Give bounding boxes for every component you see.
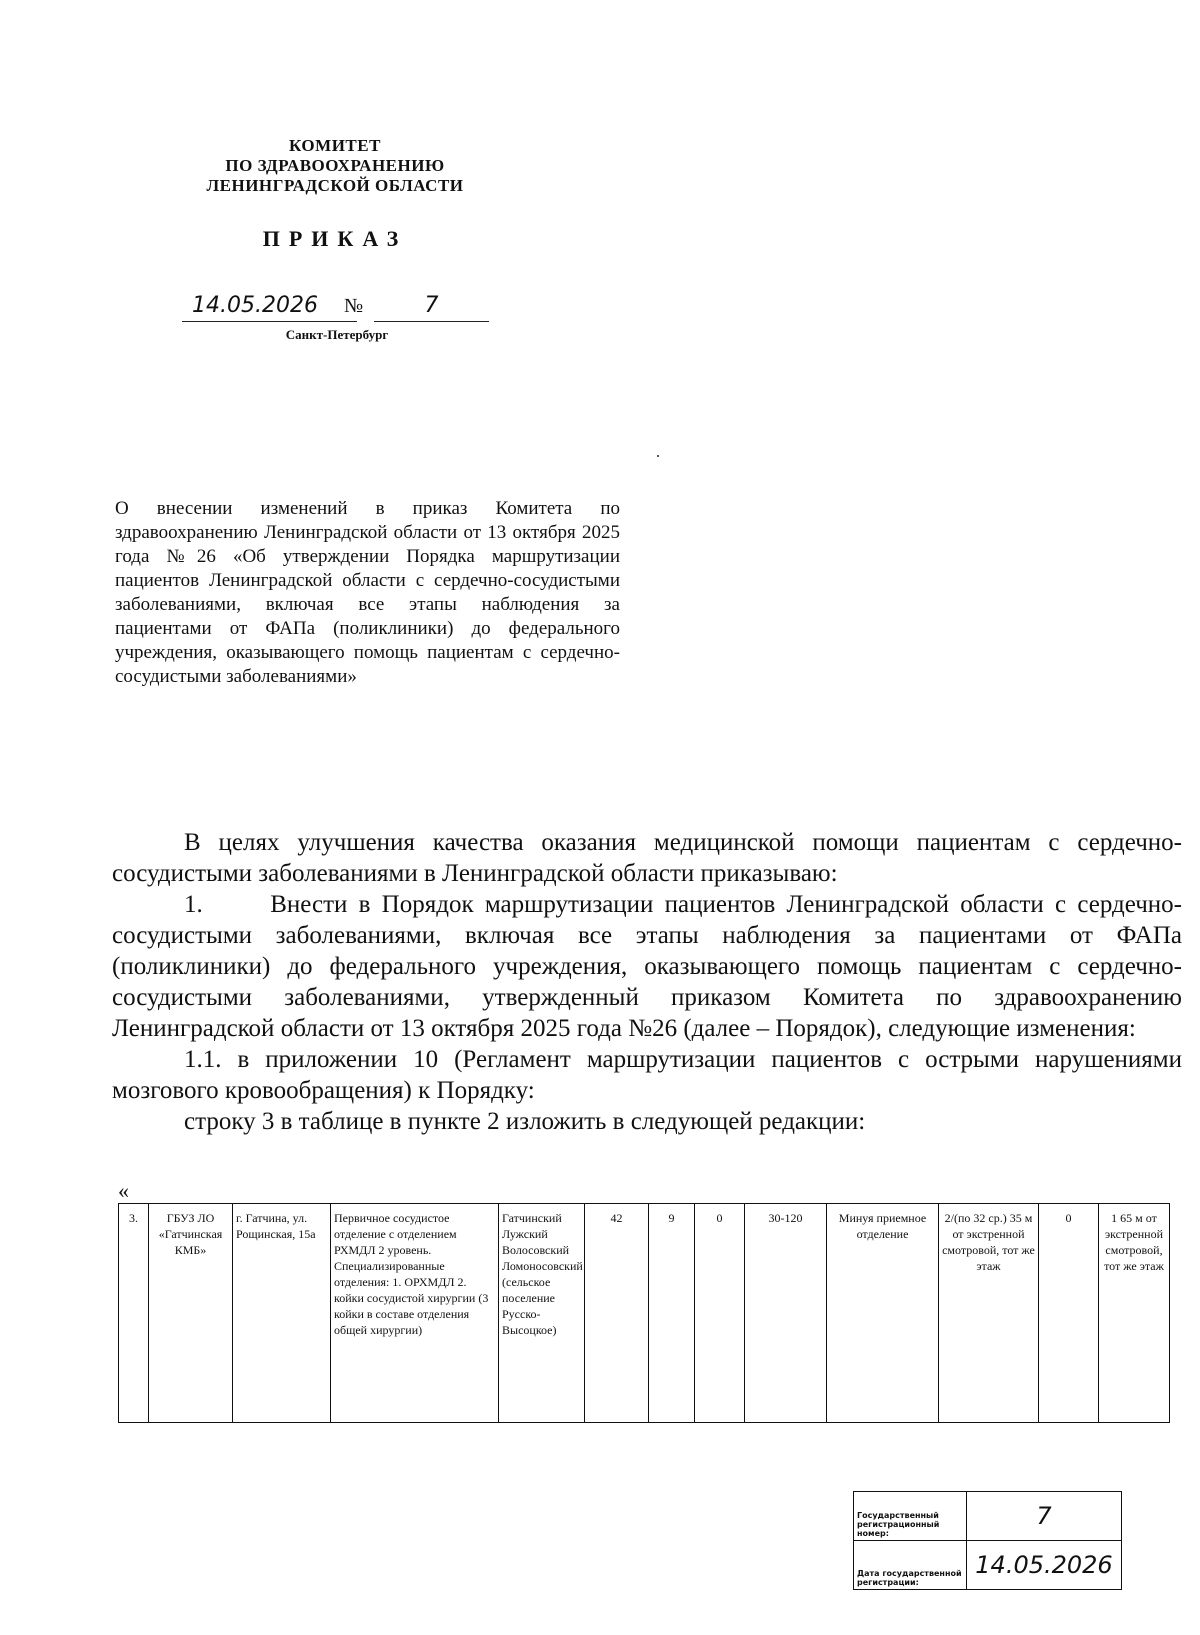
cell-value-1: 42 (585, 1204, 649, 1423)
routing-table-row (118, 1203, 1170, 1423)
cell-value-4: 0 (1039, 1204, 1099, 1423)
org-line-3: ЛЕНИНГРАДСКОЙ ОБЛАСТИ (206, 176, 464, 195)
order-date-number-line (172, 293, 492, 323)
order-body (112, 827, 1182, 1137)
item-1-1: 1.1. в приложении 10 (Регламент маршрутизации пациентов с острыми нарушениями мозгового кровообращения) к Порядку: (112, 1046, 1182, 1104)
org-line-2: ПО ЗДРАВООХРАНЕНИЮ (225, 156, 445, 175)
city: Санкт-Петербург (285, 327, 389, 342)
cell-ct: 2/(по 32 ср.) 35 м от экстренной смотровой, тот же этаж (939, 1204, 1039, 1423)
reg-date-value: 14.05.2026 (967, 1541, 1122, 1590)
reg-date-label: Дата государственной регистрации: (854, 1541, 967, 1590)
row-instruction: строку 3 в таблице в пункте 2 изложить в следующей редакции: (184, 1108, 866, 1135)
registration-stamp (853, 1491, 1122, 1590)
cell-department: Первичное сосудистое отделение с отделением РХМДЛ 2 уровень. Специализированные отделения: 1. ОРХМДЛ 2. койки сосудистой хирургии (3 койки в составе отделения общей хирургии) (331, 1204, 499, 1423)
cell-value-3: 0 (695, 1204, 745, 1423)
order-title: ПРИКАЗ (262, 226, 408, 251)
cell-institution: ГБУЗ ЛО «Гатчинская КМБ» (149, 1204, 233, 1423)
organization-name (170, 136, 500, 196)
scan-speck (657, 455, 659, 457)
org-line-1: КОМИТЕТ (289, 136, 381, 155)
reg-number-label: Государственный регистрационный номер: (854, 1492, 967, 1541)
cell-admission: Минуя приемное отделение (827, 1204, 939, 1423)
cell-mri: 1 65 м от экстренной смотровой, тот же этаж (1099, 1204, 1170, 1423)
cell-row-number: 3. (119, 1204, 149, 1423)
order-subject: О внесении изменений в приказ Комитета по здравоохранению Ленинградской области от 13 октября 2025 года №26 «Об утверждении Порядка маршрутизации пациентов Ленинградской области с сердечно-сосудистыми заболеваниями, включая все этапы наблюдения за пациентами от ФАПа (поликлиники) до федерального учреждения, оказывающего помощь пациентам с сердечно-сосудистыми заболеваниями» (115, 498, 620, 687)
opening-quote: « (118, 1178, 129, 1203)
cell-districts: Гатчинский Лужский Волосовский Ломоносовский (сельское поселение Русско-Высоцкое) (499, 1204, 585, 1423)
cell-value-2: 9 (649, 1204, 695, 1423)
item-1: 1. Внести в Порядок маршрутизации пациентов Ленинградской области с сердечно-сосудистыми заболеваниями, включая все этапы наблюдения за пациентами от ФАПа (поликлиники) до федерального учреждения, оказывающего помощь пациентам с сердечно-сосудистыми заболеваниями, утвержденный приказом Комитета по здравоохранению Ленинградской области от 13 октября 2025 года №26 (далее – Порядок), следующие изменения: (112, 891, 1182, 1042)
order-date: 14.05.2026 (182, 293, 357, 322)
cell-time: 30-120 (745, 1204, 827, 1423)
intro-paragraph: В целях улучшения качества оказания медицинской помощи пациентам с сердечно-сосудистыми заболеваниями в Ленинградской области приказываю: (112, 829, 1182, 887)
table-row (119, 1204, 1170, 1423)
reg-number-value: 7 (967, 1492, 1122, 1541)
number-sign: № (344, 295, 364, 317)
order-number: 7 (374, 293, 489, 322)
cell-address: г. Гатчина, ул. Рощинская, 15а (233, 1204, 331, 1423)
